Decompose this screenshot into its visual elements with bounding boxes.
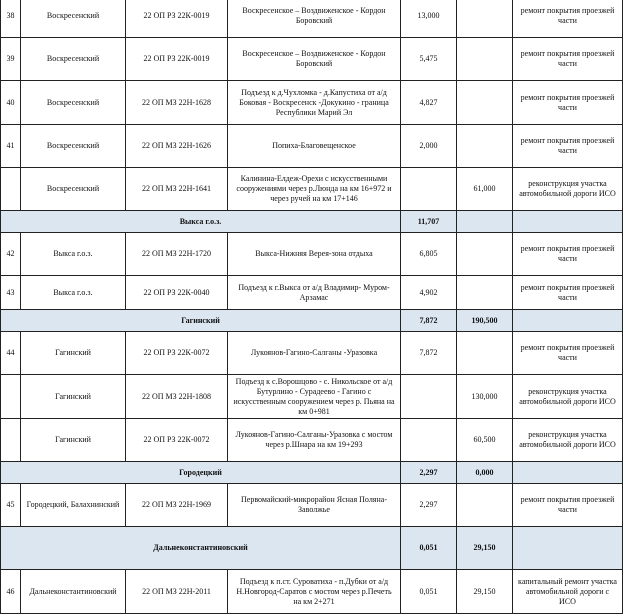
row-number: 41 bbox=[1, 125, 21, 168]
row-number: 44 bbox=[1, 332, 21, 375]
group-title: Дальнеконстантиновский bbox=[1, 527, 401, 570]
work-type-cell: ремонт покрытия проезжей части bbox=[513, 0, 623, 38]
table-row bbox=[1, 332, 623, 375]
work-type-cell: ремонт покрытия проезжей части bbox=[513, 125, 623, 168]
road-name-cell: Калинина-Елдеж-Орехи с искусственными сооружениями через р.Люнда на км 16+972 и через ручей на км 17+146 bbox=[228, 168, 401, 211]
road-name-cell: Лукоянов-Гагино-Салганы -Уразовка bbox=[228, 332, 401, 375]
length-cell: 2,000 bbox=[401, 125, 457, 168]
table-row bbox=[1, 168, 623, 211]
group-title: Гагинский bbox=[1, 310, 401, 332]
cost-cell bbox=[457, 38, 513, 81]
group-total-row bbox=[1, 527, 623, 570]
road-code-cell: 22 ОП РЗ 22К-0040 bbox=[126, 276, 228, 310]
table-row bbox=[1, 375, 623, 419]
row-number bbox=[1, 375, 21, 419]
cost-cell bbox=[457, 233, 513, 276]
district-cell: Воскресенский bbox=[21, 81, 126, 125]
road-name-cell: Подъезд к п.ст. Суроватиха - п.Дубки от а/д Н.Новгород-Саратов с мостом через р.Печеть на км 2+271 bbox=[228, 570, 401, 614]
district-cell: Гагинский bbox=[21, 419, 126, 462]
group-work-cell bbox=[513, 462, 623, 484]
district-cell: Воскресенский bbox=[21, 125, 126, 168]
district-cell: Выкса г.о.з. bbox=[21, 233, 126, 276]
road-name-cell: Подъезд к с.Ворошцово - с. Никольское от а/д Бутурлино - Сурадеево - Гагино с искусственным сооружением через р. Пьяна на км 0+981 bbox=[228, 375, 401, 419]
road-name-cell: Подъезд к д.Чухломка - д.Капустиха от а/д Боковая - Воскресенск -Докукино - граница Республики Марий Эл bbox=[228, 81, 401, 125]
table-row bbox=[1, 484, 623, 527]
group-work-cell bbox=[513, 310, 623, 332]
length-cell: 7,872 bbox=[401, 332, 457, 375]
length-cell: 6,805 bbox=[401, 233, 457, 276]
group-total-row bbox=[1, 462, 623, 484]
table-row bbox=[1, 0, 623, 38]
road-code-cell: 22 ОП РЗ 22К-0019 bbox=[126, 38, 228, 81]
group-length-total: 0,051 bbox=[401, 527, 457, 570]
road-code-cell: 22 ОП МЗ 22Н-1969 bbox=[126, 484, 228, 527]
work-type-cell: ремонт покрытия проезжей части bbox=[513, 81, 623, 125]
table-row bbox=[1, 125, 623, 168]
district-cell: Гагинский bbox=[21, 332, 126, 375]
group-total-row bbox=[1, 211, 623, 233]
road-code-cell: 22 ОП РЗ 22К-0072 bbox=[126, 332, 228, 375]
table-row bbox=[1, 276, 623, 310]
road-name-cell: Попиха-Благовещенское bbox=[228, 125, 401, 168]
length-cell: 4,827 bbox=[401, 81, 457, 125]
road-name-cell: Первомайский-микрорайон Ясная Поляна-Заволжье bbox=[228, 484, 401, 527]
length-cell: 13,000 bbox=[401, 0, 457, 38]
table-row bbox=[1, 233, 623, 276]
road-code-cell: 22 ОП МЗ 22Н-1808 bbox=[126, 375, 228, 419]
group-length-total: 2,297 bbox=[401, 462, 457, 484]
row-number: 46 bbox=[1, 570, 21, 614]
work-type-cell: капитальный ремонт участка автомобильной дороги с ИСО bbox=[513, 570, 623, 614]
cost-cell bbox=[457, 484, 513, 527]
group-cost-total bbox=[457, 211, 513, 233]
row-number: 42 bbox=[1, 233, 21, 276]
road-name-cell: Воскресенское – Воздвиженское - Кордон Боровский bbox=[228, 0, 401, 38]
group-total-row bbox=[1, 310, 623, 332]
cost-cell: 130,000 bbox=[457, 375, 513, 419]
table-row bbox=[1, 38, 623, 81]
row-number: 43 bbox=[1, 276, 21, 310]
work-type-cell: ремонт покрытия проезжей части bbox=[513, 332, 623, 375]
table-body bbox=[1, 0, 623, 614]
table-row bbox=[1, 419, 623, 462]
district-cell: Дальнеконстантиновский bbox=[21, 570, 126, 614]
table-row bbox=[1, 81, 623, 125]
work-type-cell: реконструкция участка автомобильной дороги ИСО bbox=[513, 419, 623, 462]
length-cell: 0,051 bbox=[401, 570, 457, 614]
group-work-cell bbox=[513, 211, 623, 233]
row-number bbox=[1, 419, 21, 462]
group-cost-total: 190,500 bbox=[457, 310, 513, 332]
district-cell: Воскресенский bbox=[21, 168, 126, 211]
group-title: Выкса г.о.з. bbox=[1, 211, 401, 233]
length-cell: 2,297 bbox=[401, 484, 457, 527]
road-code-cell: 22 ОП МЗ 22Н-1641 bbox=[126, 168, 228, 211]
length-cell bbox=[401, 168, 457, 211]
district-cell: Воскресенский bbox=[21, 0, 126, 38]
group-cost-total: 29,150 bbox=[457, 527, 513, 570]
district-cell: Городецкий, Балахнинский bbox=[21, 484, 126, 527]
length-cell bbox=[401, 419, 457, 462]
row-number: 45 bbox=[1, 484, 21, 527]
road-code-cell: 22 ОП МЗ 22Н-1626 bbox=[126, 125, 228, 168]
row-number: 38 bbox=[1, 0, 21, 38]
work-type-cell: реконструкция участка автомобильной дороги ИСО bbox=[513, 375, 623, 419]
row-number: 39 bbox=[1, 38, 21, 81]
road-name-cell: Подъезд к г.Выкса от а/д Владимир- Муром-Арзамас bbox=[228, 276, 401, 310]
cost-cell bbox=[457, 332, 513, 375]
group-work-cell bbox=[513, 527, 623, 570]
length-cell bbox=[401, 375, 457, 419]
group-length-total: 11,707 bbox=[401, 211, 457, 233]
length-cell: 4,902 bbox=[401, 276, 457, 310]
group-cost-total: 0,000 bbox=[457, 462, 513, 484]
cost-cell bbox=[457, 125, 513, 168]
row-number: 40 bbox=[1, 81, 21, 125]
road-name-cell: Воскресенское – Воздвиженское - Кордон Боровский bbox=[228, 38, 401, 81]
district-cell: Выкса г.о.з. bbox=[21, 276, 126, 310]
row-number bbox=[1, 168, 21, 211]
road-code-cell: 22 ОП РЗ 22К-0019 bbox=[126, 0, 228, 38]
road-code-cell: 22 ОП МЗ 22Н-1720 bbox=[126, 233, 228, 276]
group-length-total: 7,872 bbox=[401, 310, 457, 332]
work-type-cell: ремонт покрытия проезжей части bbox=[513, 233, 623, 276]
district-cell: Воскресенский bbox=[21, 38, 126, 81]
district-cell: Гагинский bbox=[21, 375, 126, 419]
cost-cell: 29,150 bbox=[457, 570, 513, 614]
road-code-cell: 22 ОП МЗ 22Н-1628 bbox=[126, 81, 228, 125]
length-cell: 5,475 bbox=[401, 38, 457, 81]
cost-cell bbox=[457, 276, 513, 310]
work-type-cell: ремонт покрытия проезжей части bbox=[513, 38, 623, 81]
road-code-cell: 22 ОП МЗ 22Н-2011 bbox=[126, 570, 228, 614]
work-type-cell: ремонт покрытия проезжей части bbox=[513, 484, 623, 527]
work-type-cell: реконструкция участка автомобильной дороги ИСО bbox=[513, 168, 623, 211]
cost-cell: 60,500 bbox=[457, 419, 513, 462]
cost-cell bbox=[457, 0, 513, 38]
road-name-cell: Выкса-Нижняя Верея-зона отдыха bbox=[228, 233, 401, 276]
group-title: Городецкий bbox=[1, 462, 401, 484]
cost-cell: 61,000 bbox=[457, 168, 513, 211]
road-name-cell: Лукоянов-Гагино-Салганы-Уразовка с мостом через р.Шнара на км 19+293 bbox=[228, 419, 401, 462]
work-type-cell: ремонт покрытия проезжей части bbox=[513, 276, 623, 310]
cost-cell bbox=[457, 81, 513, 125]
road-code-cell: 22 ОП РЗ 22К-0072 bbox=[126, 419, 228, 462]
table-row bbox=[1, 570, 623, 614]
